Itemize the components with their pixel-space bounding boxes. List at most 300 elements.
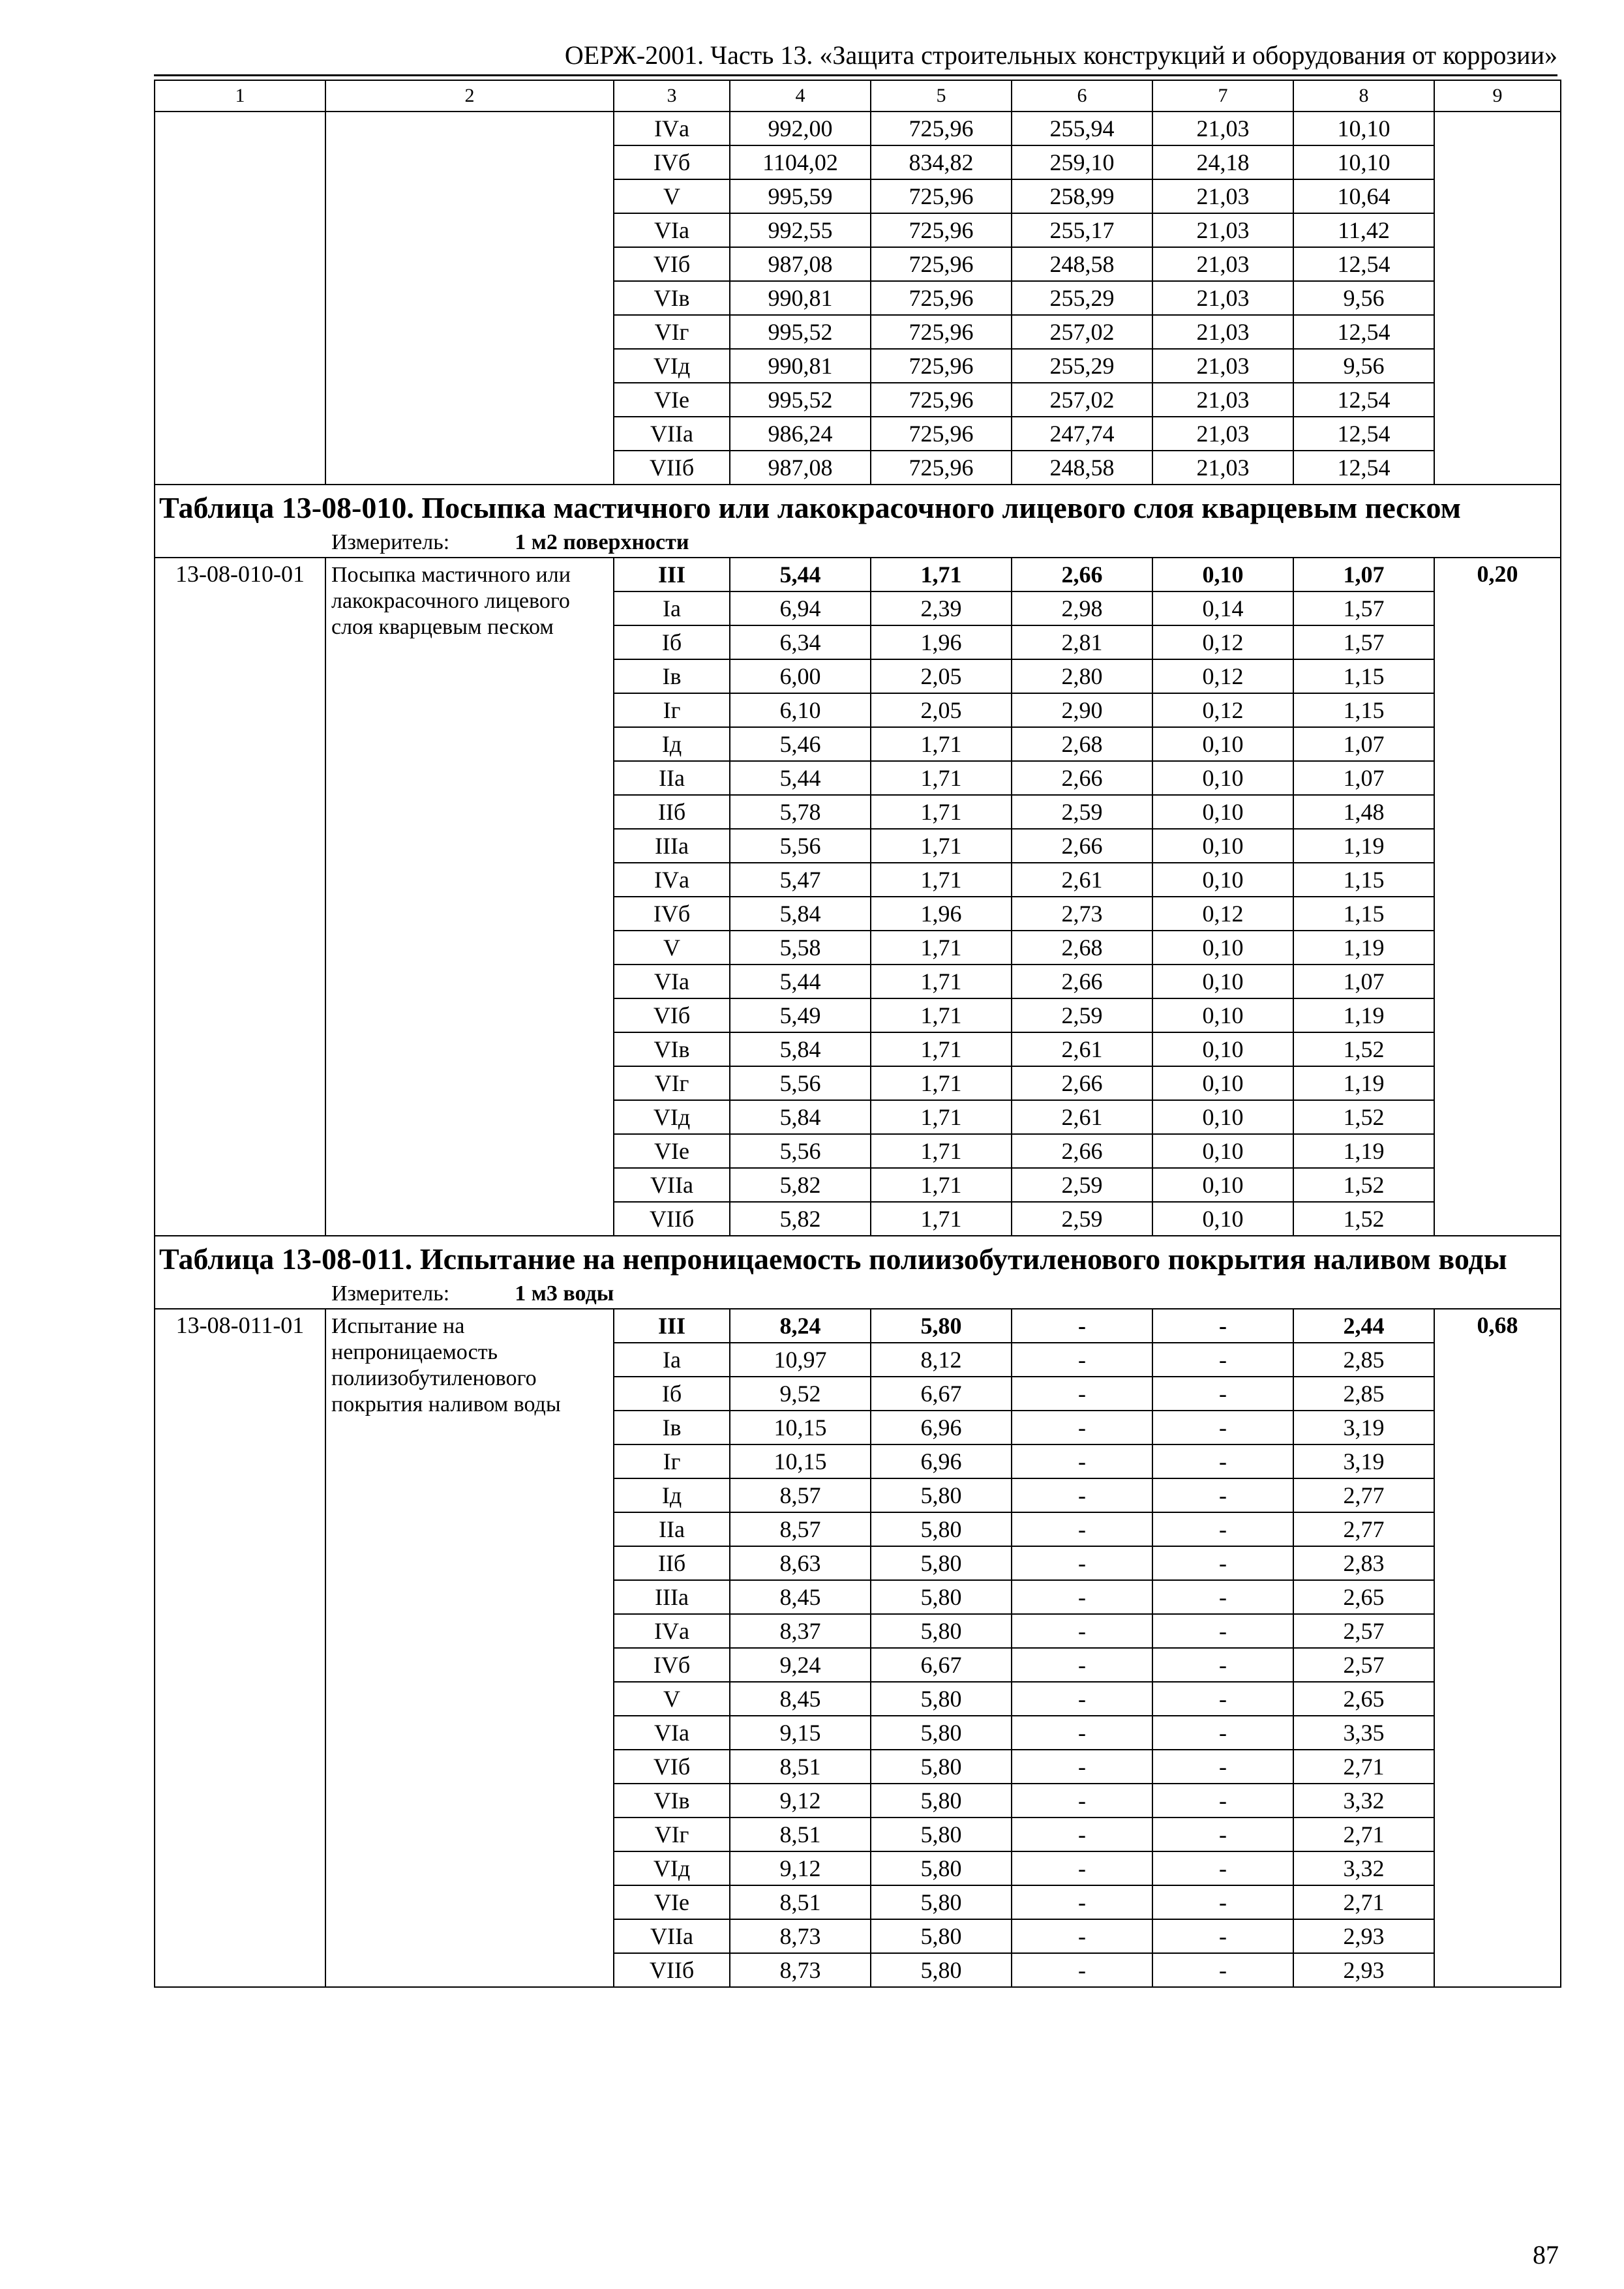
- table-cell: 1,19: [1293, 931, 1434, 965]
- page-number: 87: [1533, 2240, 1559, 2269]
- table-cell: 1,71: [871, 931, 1012, 965]
- table-cell: -: [1152, 1309, 1293, 1343]
- table-cell: VIа: [614, 1716, 730, 1750]
- table-cell: 9,56: [1293, 349, 1434, 383]
- table-cell: 1,71: [871, 965, 1012, 998]
- table-cell: -: [1152, 1478, 1293, 1512]
- table-cell: IIIа: [614, 829, 730, 863]
- column-number: 6: [1012, 80, 1152, 112]
- table-cell: 8,73: [730, 1953, 871, 1987]
- table-cell: 986,24: [730, 417, 871, 451]
- table-cell: 12,54: [1293, 315, 1434, 349]
- table-cell: 2,66: [1012, 761, 1152, 795]
- table-cell: -: [1152, 1919, 1293, 1953]
- table-cell: -: [1012, 1784, 1152, 1818]
- table-title: Таблица 13-08-010. Посыпка мастичного или лакокрасочного лицевого слоя кварцевым песком: [159, 491, 1461, 524]
- table-cell: III: [614, 1309, 730, 1343]
- table-cell: -: [1012, 1885, 1152, 1919]
- table-cell: -: [1152, 1343, 1293, 1377]
- table-cell: 1104,02: [730, 145, 871, 179]
- column-number: 7: [1152, 80, 1293, 112]
- table-cell: 0,10: [1152, 1032, 1293, 1066]
- table-cell: 2,80: [1012, 659, 1152, 693]
- table-cell: 2,59: [1012, 1202, 1152, 1236]
- table-cell: 10,10: [1293, 112, 1434, 145]
- table-cell: 2,39: [871, 591, 1012, 625]
- table-cell: 5,80: [871, 1953, 1012, 1987]
- table-cell: -: [1152, 1784, 1293, 1818]
- table-cell: 21,03: [1152, 315, 1293, 349]
- table-cell: 725,96: [871, 213, 1012, 247]
- table-cell: IVа: [614, 112, 730, 145]
- table-cell: -: [1012, 1309, 1152, 1343]
- table-cell: 1,71: [871, 1100, 1012, 1134]
- table-cell: 8,51: [730, 1750, 871, 1784]
- table-cell: 987,08: [730, 247, 871, 281]
- table-cell: 21,03: [1152, 112, 1293, 145]
- table-cell: 8,57: [730, 1512, 871, 1546]
- col9-value: 0,20: [1434, 558, 1561, 1236]
- table-cell: 2,68: [1012, 727, 1152, 761]
- table-cell: VIIа: [614, 417, 730, 451]
- rate-name: Испытание на непроницаемость полиизобутиленового покрытия наливом воды: [325, 1309, 614, 1987]
- table-cell: 255,17: [1012, 213, 1152, 247]
- table-cell: 1,71: [871, 863, 1012, 897]
- table-cell: 9,15: [730, 1716, 871, 1750]
- table-cell: 5,80: [871, 1478, 1012, 1512]
- table-cell: 1,19: [1293, 998, 1434, 1032]
- table-cell: 2,66: [1012, 1134, 1152, 1168]
- table-row: [155, 558, 1561, 591]
- column-number: 3: [614, 80, 730, 112]
- table-cell: 2,73: [1012, 897, 1152, 931]
- table-cell: 5,80: [871, 1580, 1012, 1614]
- table-cell: 5,82: [730, 1168, 871, 1202]
- table-cell: 2,61: [1012, 863, 1152, 897]
- table-cell: 1,19: [1293, 1134, 1434, 1168]
- table-cell: 987,08: [730, 451, 871, 485]
- column-number-row: [155, 80, 1561, 112]
- table-cell: 5,80: [871, 1512, 1012, 1546]
- column-number: 8: [1293, 80, 1434, 112]
- table-cell: V: [614, 931, 730, 965]
- table-cell: 2,83: [1293, 1546, 1434, 1580]
- table-cell: 8,37: [730, 1614, 871, 1648]
- table-cell: 0,10: [1152, 829, 1293, 863]
- table-cell: 2,61: [1012, 1100, 1152, 1134]
- unit-value: 1 м3 воды: [515, 1281, 614, 1306]
- table-cell: 8,51: [730, 1885, 871, 1919]
- table-cell: 259,10: [1012, 145, 1152, 179]
- table-cell: 1,52: [1293, 1032, 1434, 1066]
- table-cell: 12,54: [1293, 451, 1434, 485]
- table-cell: 255,29: [1012, 349, 1152, 383]
- table-cell: VIв: [614, 1032, 730, 1066]
- table-cell: 5,80: [871, 1919, 1012, 1953]
- table-cell: V: [614, 179, 730, 213]
- table-cell: 1,15: [1293, 659, 1434, 693]
- table-cell: 8,73: [730, 1919, 871, 1953]
- table-cell: 255,29: [1012, 281, 1152, 315]
- table-cell: VIе: [614, 1885, 730, 1919]
- table-cell: 5,56: [730, 1134, 871, 1168]
- table-cell: VIе: [614, 383, 730, 417]
- table-cell: 2,85: [1293, 1343, 1434, 1377]
- table-cell: 1,96: [871, 625, 1012, 659]
- table-cell: 2,05: [871, 659, 1012, 693]
- table-cell: -: [1012, 1614, 1152, 1648]
- table-cell: 0,10: [1152, 931, 1293, 965]
- table-cell: 6,10: [730, 693, 871, 727]
- table-cell: 9,56: [1293, 281, 1434, 315]
- table-cell: 5,84: [730, 1100, 871, 1134]
- table-cell: 1,71: [871, 829, 1012, 863]
- table-cell: 9,12: [730, 1851, 871, 1885]
- table-cell: 8,45: [730, 1682, 871, 1716]
- table-cell: -: [1152, 1750, 1293, 1784]
- table-cell: 2,65: [1293, 1682, 1434, 1716]
- table-cell: 2,59: [1012, 998, 1152, 1032]
- table-cell: 10,15: [730, 1444, 871, 1478]
- table-cell: 2,71: [1293, 1818, 1434, 1851]
- table-cell: Iд: [614, 1478, 730, 1512]
- table-cell: 1,07: [1293, 727, 1434, 761]
- table-cell: Iв: [614, 1411, 730, 1444]
- table-cell: 8,24: [730, 1309, 871, 1343]
- column-number: 5: [871, 80, 1012, 112]
- table-cell: 1,07: [1293, 965, 1434, 998]
- table-cell: 2,93: [1293, 1953, 1434, 1987]
- table-cell: 5,80: [871, 1885, 1012, 1919]
- price-table: [154, 80, 1561, 1988]
- table-cell: -: [1012, 1953, 1152, 1987]
- table-title-row: [155, 1236, 1561, 1309]
- table-cell: 995,52: [730, 315, 871, 349]
- table-cell: 5,46: [730, 727, 871, 761]
- unit-label: Измеритель:: [331, 530, 450, 554]
- table-cell: III: [614, 558, 730, 591]
- table-cell: IVб: [614, 145, 730, 179]
- table-cell: VIд: [614, 349, 730, 383]
- table-cell: Iг: [614, 693, 730, 727]
- table-cell: 11,42: [1293, 213, 1434, 247]
- table-cell: VIIа: [614, 1168, 730, 1202]
- table-cell: -: [1152, 1580, 1293, 1614]
- table-cell: -: [1012, 1411, 1152, 1444]
- rate-code: 13-08-010-01: [155, 558, 325, 1236]
- rate-name: Посыпка мастичного или лакокрасочного лицевого слоя кварцевым песком: [325, 558, 614, 1236]
- table-cell: 725,96: [871, 417, 1012, 451]
- table-cell: 21,03: [1152, 383, 1293, 417]
- table-cell: 0,10: [1152, 998, 1293, 1032]
- table-cell: 1,71: [871, 795, 1012, 829]
- table-cell: 2,68: [1012, 931, 1152, 965]
- table-cell: 2,66: [1012, 965, 1152, 998]
- table-cell: 5,80: [871, 1309, 1012, 1343]
- table-cell: 1,15: [1293, 863, 1434, 897]
- table-cell: 5,56: [730, 829, 871, 863]
- table-cell: 5,47: [730, 863, 871, 897]
- table-cell: -: [1012, 1682, 1152, 1716]
- table-cell: -: [1152, 1818, 1293, 1851]
- table-cell: 12,54: [1293, 383, 1434, 417]
- table-cell: 5,44: [730, 558, 871, 591]
- table-cell: 5,80: [871, 1750, 1012, 1784]
- table-cell: Iг: [614, 1444, 730, 1478]
- table-cell: 0,10: [1152, 795, 1293, 829]
- table-cell: 6,67: [871, 1377, 1012, 1411]
- table-cell: 2,77: [1293, 1512, 1434, 1546]
- table-cell: IVб: [614, 1648, 730, 1682]
- table-cell: 834,82: [871, 145, 1012, 179]
- table-cell: 1,07: [1293, 558, 1434, 591]
- table-cell: Iа: [614, 1343, 730, 1377]
- col9-value: 0,68: [1434, 1309, 1561, 1987]
- table-cell: -: [1152, 1682, 1293, 1716]
- table-cell: 1,57: [1293, 591, 1434, 625]
- table-cell: 257,02: [1012, 383, 1152, 417]
- table-cell: -: [1152, 1885, 1293, 1919]
- table-cell: Iб: [614, 625, 730, 659]
- table-cell: 21,03: [1152, 213, 1293, 247]
- table-cell: 8,63: [730, 1546, 871, 1580]
- table-cell: VIIа: [614, 1919, 730, 1953]
- table-cell: -: [1012, 1478, 1152, 1512]
- table-cell: VIIб: [614, 1202, 730, 1236]
- table-cell: 1,48: [1293, 795, 1434, 829]
- column-number: 9: [1434, 80, 1561, 112]
- table-cell: 1,71: [871, 761, 1012, 795]
- table-cell: 21,03: [1152, 281, 1293, 315]
- table-cell: VIв: [614, 1784, 730, 1818]
- table-cell: 247,74: [1012, 417, 1152, 451]
- table-cell: 3,19: [1293, 1411, 1434, 1444]
- rate-code: 13-08-011-01: [155, 1309, 325, 1987]
- table-cell: 8,12: [871, 1343, 1012, 1377]
- table-cell: 3,32: [1293, 1784, 1434, 1818]
- table-cell: 5,80: [871, 1851, 1012, 1885]
- table-cell: Iб: [614, 1377, 730, 1411]
- table-cell: 1,71: [871, 1066, 1012, 1100]
- table-cell: 2,85: [1293, 1377, 1434, 1411]
- table-cell: 21,03: [1152, 417, 1293, 451]
- table-cell: 8,45: [730, 1580, 871, 1614]
- table-cell: 12,54: [1293, 247, 1434, 281]
- table-cell: -: [1012, 1818, 1152, 1851]
- table-cell: VIа: [614, 213, 730, 247]
- table-cell: 2,66: [1012, 1066, 1152, 1100]
- table-cell: 725,96: [871, 315, 1012, 349]
- table-cell: 1,52: [1293, 1168, 1434, 1202]
- table-cell: 725,96: [871, 451, 1012, 485]
- table-cell: 0,12: [1152, 659, 1293, 693]
- table-cell: VIб: [614, 998, 730, 1032]
- table-cell: 2,59: [1012, 1168, 1152, 1202]
- table-cell: -: [1012, 1580, 1152, 1614]
- table-cell: 0,10: [1152, 1134, 1293, 1168]
- table-cell: 5,80: [871, 1682, 1012, 1716]
- table-cell: 6,96: [871, 1411, 1012, 1444]
- table-cell: 1,71: [871, 558, 1012, 591]
- unit-label: Измеритель:: [331, 1281, 450, 1306]
- table-cell: 0,10: [1152, 1066, 1293, 1100]
- table-cell: 6,67: [871, 1648, 1012, 1682]
- table-cell: 1,71: [871, 1202, 1012, 1236]
- table-cell: 1,71: [871, 1134, 1012, 1168]
- table-cell: -: [1012, 1851, 1152, 1885]
- table-cell: 5,84: [730, 897, 871, 931]
- table-cell: 2,59: [1012, 795, 1152, 829]
- table-cell: -: [1012, 1716, 1152, 1750]
- table-cell: -: [1012, 1343, 1152, 1377]
- table-cell: IIа: [614, 761, 730, 795]
- table-cell: 5,82: [730, 1202, 871, 1236]
- table-cell: 1,96: [871, 897, 1012, 931]
- table-cell: 2,71: [1293, 1885, 1434, 1919]
- table-cell: 2,57: [1293, 1648, 1434, 1682]
- table-cell: 258,99: [1012, 179, 1152, 213]
- table-cell: -: [1012, 1377, 1152, 1411]
- table-cell: 990,81: [730, 349, 871, 383]
- table-cell: IIа: [614, 1512, 730, 1546]
- table-cell: Iв: [614, 659, 730, 693]
- table-cell: 1,15: [1293, 897, 1434, 931]
- unit-line: [159, 1279, 1556, 1308]
- table-cell: 3,19: [1293, 1444, 1434, 1478]
- table-cell: Iд: [614, 727, 730, 761]
- table-cell: 257,02: [1012, 315, 1152, 349]
- table-cell: -: [1012, 1648, 1152, 1682]
- table-cell: 2,05: [871, 693, 1012, 727]
- table-cell: 992,55: [730, 213, 871, 247]
- table-cell: 1,15: [1293, 693, 1434, 727]
- table-cell: 5,49: [730, 998, 871, 1032]
- table-cell: 1,71: [871, 1032, 1012, 1066]
- table-cell: 10,15: [730, 1411, 871, 1444]
- table-cell: -: [1012, 1444, 1152, 1478]
- table-cell: 248,58: [1012, 451, 1152, 485]
- table-cell: 725,96: [871, 281, 1012, 315]
- page-header: ОЕРЖ-2001. Часть 13. «Защита строительных конструкций и оборудования от коррозии»: [154, 40, 1557, 76]
- table-cell: 725,96: [871, 349, 1012, 383]
- table-cell: -: [1152, 1716, 1293, 1750]
- table-cell: 725,96: [871, 383, 1012, 417]
- table-cell: -: [1152, 1546, 1293, 1580]
- table-cell: 10,10: [1293, 145, 1434, 179]
- table-cell: 2,65: [1293, 1580, 1434, 1614]
- table-cell: IVа: [614, 1614, 730, 1648]
- table-cell: VIд: [614, 1851, 730, 1885]
- table-cell: 8,57: [730, 1478, 871, 1512]
- table-cell: 0,10: [1152, 727, 1293, 761]
- table-cell: 1,52: [1293, 1100, 1434, 1134]
- table-cell: -: [1152, 1614, 1293, 1648]
- table-title-row: [155, 485, 1561, 558]
- table-cell: 2,66: [1012, 829, 1152, 863]
- table-cell: 2,90: [1012, 693, 1152, 727]
- table-cell: 1,19: [1293, 829, 1434, 863]
- table-cell: 10,64: [1293, 179, 1434, 213]
- table-cell: 8,51: [730, 1818, 871, 1851]
- table-cell: 992,00: [730, 112, 871, 145]
- table-cell: 9,24: [730, 1648, 871, 1682]
- table-cell: 12,54: [1293, 417, 1434, 451]
- table-cell: 2,98: [1012, 591, 1152, 625]
- table-cell: 2,66: [1012, 558, 1152, 591]
- blank-code-cell: [155, 112, 325, 485]
- table-cell: 1,19: [1293, 1066, 1434, 1100]
- table-cell: 0,14: [1152, 591, 1293, 625]
- table-cell: 1,71: [871, 727, 1012, 761]
- table-cell: -: [1152, 1953, 1293, 1987]
- table-cell: 9,12: [730, 1784, 871, 1818]
- table-cell: VIг: [614, 1818, 730, 1851]
- table-cell: 24,18: [1152, 145, 1293, 179]
- table-cell: 725,96: [871, 112, 1012, 145]
- table-cell: VIв: [614, 281, 730, 315]
- table-cell: VIIб: [614, 1953, 730, 1987]
- table-cell: VIб: [614, 247, 730, 281]
- table-cell: -: [1012, 1750, 1152, 1784]
- table-cell: 6,94: [730, 591, 871, 625]
- table-cell: 1,07: [1293, 761, 1434, 795]
- table-cell: 5,44: [730, 761, 871, 795]
- blank-col9-cell: [1434, 112, 1561, 485]
- table-title-cell: [155, 485, 1561, 558]
- table-cell: -: [1152, 1648, 1293, 1682]
- table-cell: 0,10: [1152, 1100, 1293, 1134]
- column-number: 4: [730, 80, 871, 112]
- table-cell: VIг: [614, 1066, 730, 1100]
- table-cell: 2,57: [1293, 1614, 1434, 1648]
- table-cell: 0,10: [1152, 965, 1293, 998]
- table-cell: 248,58: [1012, 247, 1152, 281]
- table-cell: 3,35: [1293, 1716, 1434, 1750]
- table-cell: -: [1012, 1546, 1152, 1580]
- table-cell: 21,03: [1152, 247, 1293, 281]
- table-cell: IIб: [614, 1546, 730, 1580]
- table-cell: 725,96: [871, 179, 1012, 213]
- table-cell: 0,12: [1152, 693, 1293, 727]
- table-cell: -: [1152, 1411, 1293, 1444]
- table-cell: 10,97: [730, 1343, 871, 1377]
- column-number: 2: [325, 80, 614, 112]
- table-cell: VIд: [614, 1100, 730, 1134]
- table-cell: 5,80: [871, 1818, 1012, 1851]
- table-cell: 0,10: [1152, 1168, 1293, 1202]
- table-cell: -: [1152, 1377, 1293, 1411]
- table-cell: 21,03: [1152, 179, 1293, 213]
- table-cell: 21,03: [1152, 349, 1293, 383]
- table-cell: 0,10: [1152, 761, 1293, 795]
- table-cell: VIIб: [614, 451, 730, 485]
- table-row: [155, 112, 1561, 145]
- table-cell: 1,57: [1293, 625, 1434, 659]
- table-cell: 0,10: [1152, 863, 1293, 897]
- table-cell: 990,81: [730, 281, 871, 315]
- table-cell: 5,44: [730, 965, 871, 998]
- table-cell: IVа: [614, 863, 730, 897]
- table-cell: 6,34: [730, 625, 871, 659]
- table-cell: VIе: [614, 1134, 730, 1168]
- table-cell: 0,12: [1152, 625, 1293, 659]
- unit-line: [159, 528, 1556, 557]
- table-cell: 5,78: [730, 795, 871, 829]
- table-cell: 5,84: [730, 1032, 871, 1066]
- column-number: 1: [155, 80, 325, 112]
- table-cell: 5,80: [871, 1614, 1012, 1648]
- table-cell: 2,44: [1293, 1309, 1434, 1343]
